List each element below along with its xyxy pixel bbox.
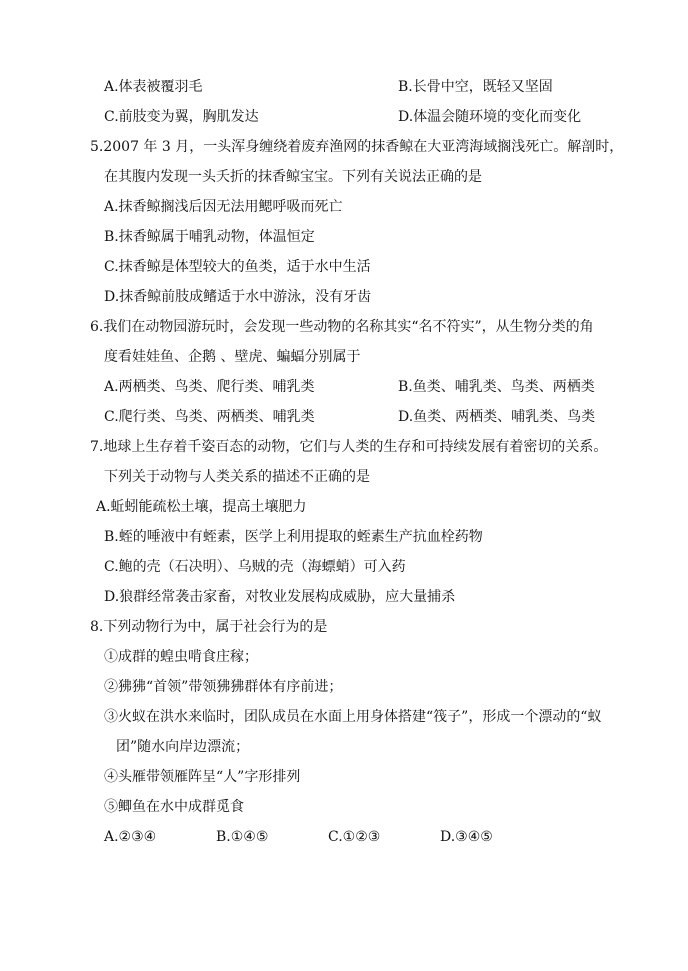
q6-option-a: A.两栖类、鸟类、爬行类、哺乳类 [104, 379, 315, 395]
q4-option-b: B.长骨中空，既轻又坚固 [398, 79, 553, 95]
q6-stem-line1: 6.我们在动物园游玩时，会发现一些动物的名称其实“名不符实”，从生物分类的角 [90, 319, 594, 335]
q4-option-a: A.体表被覆羽毛 [104, 79, 203, 95]
q6-option-b: B.鱼类、哺乳类、鸟类、两栖类 [398, 379, 595, 395]
q8-item-5: ⑤鲫鱼在水中成群觅食 [104, 799, 244, 815]
q5-option-a: A.抹香鲸搁浅后因无法用鳃呼吸而死亡 [104, 199, 343, 215]
q8-stem: 8.下列动物行为中，属于社会行为的是 [90, 619, 328, 635]
q7-option-a: A.蚯蚓能疏松土壤，提高土壤肥力 [96, 499, 307, 515]
q5-option-d: D.抹香鲸前肢成鳍适于水中游泳，没有牙齿 [104, 289, 372, 305]
q8-item-3-line2: 团”随水向岸边漂流； [116, 739, 250, 755]
q7-option-d: D.狼群经常袭击家畜，对牧业发展构成威胁，应大量捕杀 [104, 589, 456, 605]
q8-option-d: D.③④⑤ [440, 829, 493, 845]
q8-item-3-line1: ③火蚁在洪水来临时，团队成员在水面上用身体搭建“筏子”，形成一个漂动的“蚁 [104, 709, 602, 725]
q8-option-a: A.②③④ [104, 829, 157, 845]
q7-option-b: B.蛭的唾液中有蛭素，医学上利用提取的蛭素生产抗血栓药物 [104, 529, 483, 545]
q5-option-c: C.抹香鲸是体型较大的鱼类，适于水中生活 [104, 259, 371, 275]
q4-option-d: D.体温会随环境的变化而变化 [398, 109, 582, 125]
q8-option-c: C.①②③ [328, 829, 381, 845]
q6-option-d: D.鱼类、两栖类、哺乳类、鸟类 [398, 409, 596, 425]
q6-stem-line2: 度看娃娃鱼、企鹅 、壁虎、蝙蝠分别属于 [104, 349, 361, 365]
q7-option-c: C.鲍的壳（石决明）、乌贼的壳（海螵蛸）可入药 [104, 559, 406, 575]
q8-item-2: ②狒狒“首领”带领狒狒群体有序前进； [104, 679, 343, 695]
q8-item-1: ①成群的蝗虫啃食庄稼； [104, 649, 258, 665]
q8-option-b: B.①④⑤ [216, 829, 269, 845]
q5-option-b: B.抹香鲸属于哺乳动物，体温恒定 [104, 229, 315, 245]
q7-stem-line1: 7.地球上生存着千姿百态的动物，它们与人类的生存和可持续发展有着密切的关系。 [90, 439, 608, 455]
q6-option-c: C.爬行类、鸟类、两栖类、哺乳类 [104, 409, 315, 425]
q5-stem-line2: 在其腹内发现一头夭折的抹香鲸宝宝。下列有关说法正确的是 [104, 169, 482, 185]
q7-stem-line2: 下列关于动物与人类关系的描述不正确的是 [104, 469, 370, 485]
q8-options [104, 830, 552, 844]
q5-stem-line1: 5.2007 年 3 月，一头浑身缠绕着废弃渔网的抹香鲸在大亚湾海域搁浅死亡。解剖时， [90, 139, 624, 155]
q8-item-4: ④头雁带领雁阵呈“人”字形排列 [104, 769, 301, 785]
q4-option-c: C.前肢变为翼，胸肌发达 [104, 109, 259, 125]
